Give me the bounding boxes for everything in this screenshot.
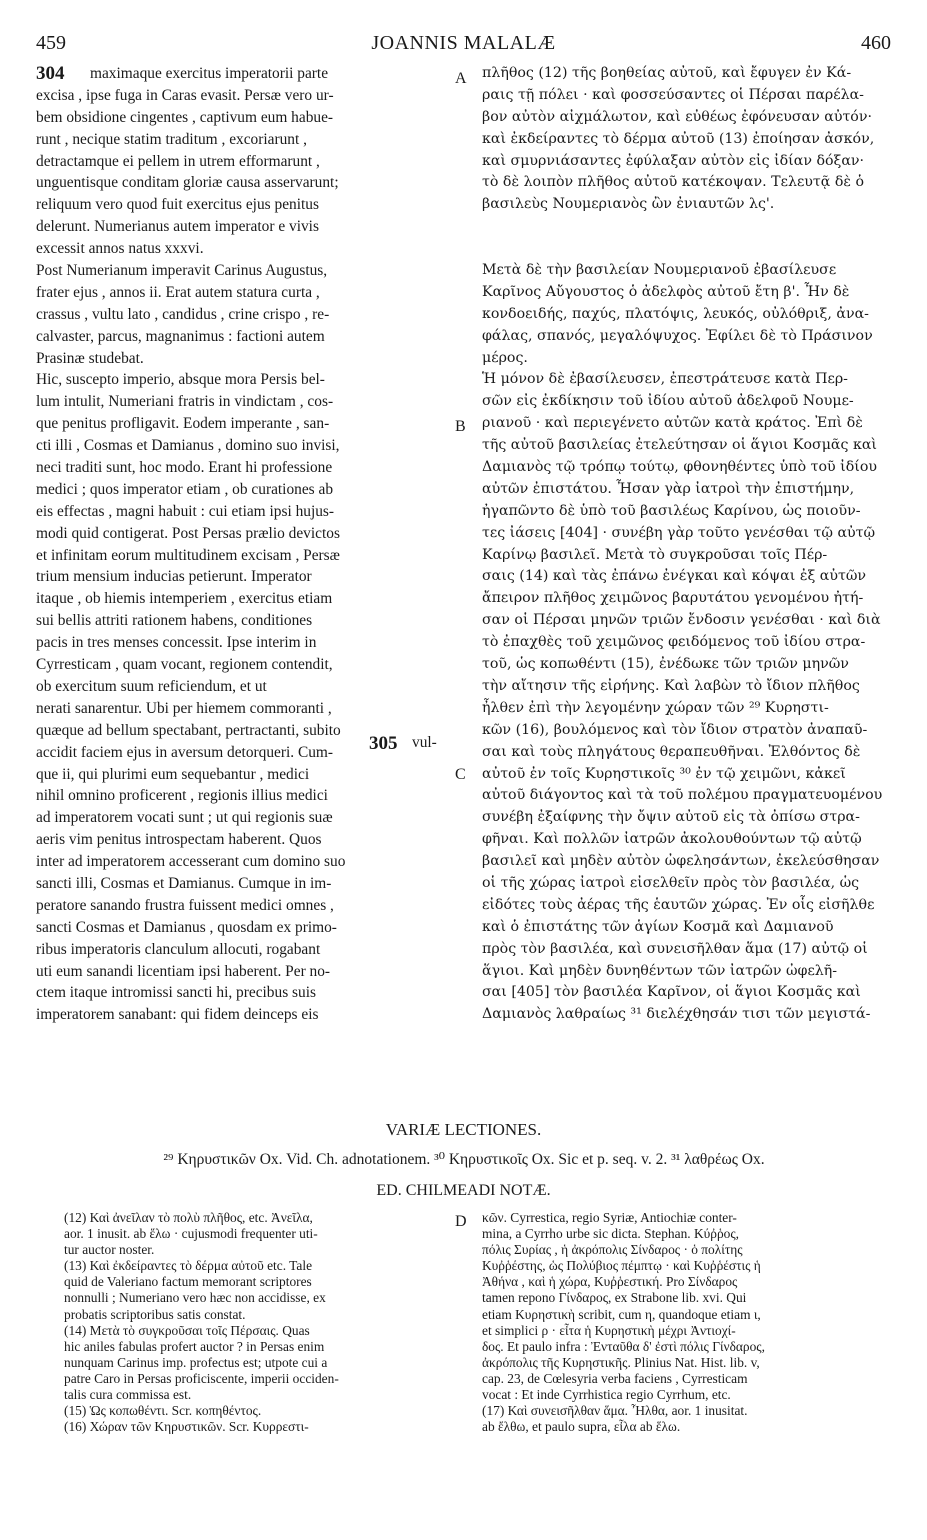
note-line: κῶν. Cyrrestica, regio Syriæ, Antiochiæ conter- [482,1210,737,1225]
latin-column [36,63,456,1026]
latin-text-line: nihil omnino proficerent , regionis illius medici [36,787,328,805]
latin-text-line: excisa , ipse fuga in Caras evasit. Persæ vero ur- [36,86,334,104]
latin-text-line: Prasinæ studebat. [36,349,144,367]
note-line: (14) Μετὰ τὸ συγκροῦσαι τοῖς Πέρσαις. Quas [64,1322,310,1338]
latin-text-line: que penitus profligavit. Eodem imperante , san- [36,415,330,433]
note-line: vocat : Et inde Cyrrhistica regio Cyrrhum, etc. [482,1387,731,1403]
greek-text-line: Ἡ μόνον δὲ ἐβασίλευσεν, ἐπεστράτευσε κατὰ Περ- [482,371,848,388]
latin-text-line: ad imperatorem vocati sunt ; ut qui regionis suæ [36,809,333,827]
variae-heading: VARIÆ LECTIONES. [385,1120,542,1139]
latin-text-line: inter ad imperatorem accesserant cum domino suo [36,853,346,871]
note-line: tur auctor noster. [64,1242,155,1258]
latin-text-line: itaque , ob hiemis intemperiem , exercitus etiam [36,590,333,608]
greek-text-line: σαι καὶ τοὺς πληγάτους θεραπευθῆναι. Ἐλθόντος δὲ [482,743,861,760]
note-line: Ἀθήνα , καὶ ἡ χώρα, Κυῤῥεστική. Pro Σίνδαρος [482,1274,738,1290]
latin-text-line: ob exercitum suum reficiendum, et ut [36,677,267,695]
greek-text-line: Μετὰ δὲ τὴν βασιλείαν Νουμεριανοῦ ἐβασίλευσε [482,262,837,279]
section-marker-a: A [455,70,467,87]
greek-column [482,63,892,1026]
greek-text-line: σαις (14) καὶ τὰς ἐπάνω ἐνέγκαι καὶ κόψαι ἐξ αὐτῶν [482,568,867,585]
greek-text-line: καὶ ἐκδείραντες τὸ δέρμα αὐτοῦ (13) ἐποίησαν ἀσκόν, [482,130,875,147]
greek-text-line: ἠγαπῶντο δὲ ὑπὸ τοῦ βασιλέως Καρίνου, ὡς ποιοῦν- [482,502,861,519]
section-marker-d: D [455,1213,467,1230]
latin-text-line: delerunt. Numerianus autem imperator e vivis [36,218,319,236]
note-line: (13) Καὶ ἐκδείραντες τὸ δέρμα αὐτοῦ etc. Tale [64,1258,313,1274]
greek-text-line: συνέβη ἐξαίφνης τὴν ὄψιν αὐτοῦ εἰς τὰ ὀπίσω στρα- [482,809,860,826]
section-marker-b: B [455,418,466,435]
greek-text-line [482,238,892,260]
greek-text-line: τῆς αὐτοῦ βασιλείας ἐτελεύτησαν οἱ ἅγιοι Κοσμᾶς καὶ [482,437,877,454]
note-line: talis cura commissa est. [64,1387,192,1403]
latin-text-line: et infinitam eorum multitudinem excisam , Persæ [36,546,340,564]
note-line: (17) Καὶ συνεισῆλθαν ἅμα. Ἦλθα, aor. 1 inusitat. [482,1403,748,1419]
greek-text-line: ἄπειρον πλῆθος χειμῶνος βαρυτάτου γενομένου ἠτή- [482,590,864,607]
greek-text-line: βον αὐτὸν αἰχμάλωτον, καὶ εὐθέως ἐφόνευσαν αὐτόν· [482,108,872,125]
note-line: etiam Κυρηστικὴ scribit, cum η, quandoque etiam ι, [482,1306,761,1322]
greek-text-line: βασιλεὺς Νουμεριανὸς ὢν ἐνιαυτῶν λς'. [482,196,775,213]
greek-text-line: αὐτῶν ἐπιστάτου. Ἦσαν γὰρ ἰατροὶ τὴν ἐπιστήμην, [482,480,855,497]
greek-text-line: κῶν (16), βουλόμενος καὶ τὸν ἴδιον στρατὸν ἀναπαῦ- [482,721,868,738]
latin-text-line: detractamque ei pellem in utrem efformarunt , [36,152,320,170]
latin-text-line: Hic, suscepto imperio, absque mora Persis bel- [36,371,325,389]
note-line: patre Caro in Persas proficiscente, imperii occiden- [64,1370,339,1386]
latin-text-line: nerati sanarentur. Ubi per hiemem commoranti , [36,699,332,717]
greek-text-line: Καρίνῳ βασιλεῖ. Μετὰ τὸ συγκροῦσαι τοῖς Πέρ- [482,546,828,563]
note-line: probatis scriptoribus satis constat. [64,1306,246,1322]
latin-text-line: uti eum sanandi licentiam ipsi haberent. Per no- [36,962,331,980]
greek-text-line: σῶν εἰς ἐκδίκησιν τοῦ ἰδίου αὐτοῦ ἀδελφοῦ Νουμε- [482,393,854,410]
note-line: mina, a Cyrrho urbe sic dicta. Stephan. Κύῤῥος, [482,1226,739,1242]
greek-text-line: καὶ ὁ ἐπιστάτης τῶν ἁγίων Κοσμᾶ καὶ Δαμιανοῦ [482,918,834,935]
latin-text-line: neci traditi sunt, hoc modo. Erant hi professione [36,459,333,477]
greek-text-line: καὶ σμυρνιάσαντες ἐφύλαξαν αὐτὸν εἰς ἰδίαν δόξαν· [482,152,865,169]
note-line: (16) Χώραν τῶν Κηρυστικῶν. Scr. Κυρρεστι- [64,1419,309,1435]
note-line: nonnulli ; Numeriano vero hæc non accidisse, ex [64,1290,326,1306]
latin-text-line: calvaster, parcus, magnanimus : factioni autem [36,327,325,345]
latin-text-line: sancti Cosmas et Damianus , quosdam ex primo- [36,918,337,936]
latin-text-line: pacis in tres menses concessit. Ipse interim in [36,634,317,652]
latin-text-line: Post Numerianum imperavit Carinus Augustus, [36,262,328,280]
greek-text-line: πρὸς τὸν βασιλέα, καὶ συνεισῆλθαν ἅμα (17) αὐτῷ οἱ [482,940,868,957]
latin-text-line: sui bellis attriti rationem habens, conditiones [36,612,313,630]
note-line: ἀκρόπολις τῆς Κυρηστικῆς. Plinius Nat. Hist. lib. v, [482,1354,760,1370]
latin-text-line: frater ejus , annos ii. Erat autem statura curta , [36,283,320,301]
latin-text-line: crassus , vultu lato , candidus , crine crispo , re- [36,305,330,323]
latin-text-line: quæque ad bellum spectabant, pertractanti, subito [36,721,341,739]
greek-text-line: ριανοῦ · καὶ περιεγένετο αὐτῶν κατὰ κράτος. Ἐπὶ δὲ [482,415,863,432]
note-line: hic aniles fabulas profert auctor ? in Persas enim [64,1338,325,1354]
latin-text-line: unguentisque conditam gloriæ causa asservarunt; [36,174,339,192]
latin-text-line: bem obsidione cingentes , captivum eum habue- [36,108,334,126]
latin-text-line: modi quid contigerat. Post Persas prælio devictos [36,524,340,542]
latin-text-line: runt , necique statim traditum , excoriarunt , [36,130,307,148]
greek-text-line: μέρος. [482,349,528,366]
greek-text-line: αὐτοῦ ἐν τοῖς Κυρηστικοῖς ³⁰ ἐν τῷ χειμῶνι, κἀκεῖ [482,765,846,782]
greek-text-line: ἦλθεν ἐπὶ τὴν λεγομένην χώραν τῶν ²⁹ Κυρηστι- [482,699,829,716]
note-line: tamen repono Γίνδαρος, ex Strabone lib. xvi. Qui [482,1290,747,1306]
greek-text-line: ἅγιοι. Καὶ μηδὲν δυνηθέντων τῶν ἰατρῶν ὠφελῆ- [482,962,838,979]
greek-text-line: βασιλεῖ καὶ μηδὲν αὐτὸν ὠφελησάντων, ἐκελεύσθησαν [482,853,880,870]
note-line: quid de Valeriano factum memorant scriptores [64,1274,312,1290]
page-ref-305: 305 [369,733,398,754]
latin-text-line: ribus imperatoris clanculum allocuti, rogabant [36,940,321,958]
greek-text-line: αὐτοῦ διάγοντος καὶ τὰ τοῦ πολέμου πραγματευομένου [482,787,883,804]
greek-text-line: φῆναι. Καὶ πολλῶν ἰατρῶν ἀκολουθούντων τῷ αὐτῷ [482,831,862,848]
greek-text-line: ραις τῇ πόλει · καὶ φοσσεύσαντες οἱ Πέρσαι παρέλα- [482,86,864,103]
latin-text-line: aeris vim penitus introspectam haberent. Quos [36,831,322,849]
greek-text-line: πλῆθος (12) τῆς βοηθείας αὐτοῦ, καὶ ἔφυγεν ἐν Κά- [482,65,852,81]
greek-text-line: τες ἰάσεις [404] · συνέβη γὰρ τοῦτο γενέσθαι τῷ αὐτῷ [482,524,876,541]
note-line: cap. 23, de Cœlesyria verba faciens , Cyrresticam [482,1370,748,1386]
notes-heading: ED. CHILMEADI NOTÆ. [376,1182,551,1199]
latin-text-line: lum intulit, Numeriani fratris in vindictam , cos- [36,393,334,411]
latin-text-line: Cyrresticam , quam vocant, regionem contendit, [36,656,333,674]
note-line: (12) Καὶ ἀνεῖλαν τὸ πολὺ πλῆθος, etc. Ἀνεῖλα, [64,1210,313,1225]
running-header [36,32,891,58]
greek-text-line: τοῦ, ὡς κοπωθέντι (15), ἐνέδωκε τῶν τριῶν μηνῶν [482,656,849,673]
latin-text-line: sancti illi, Cosmas et Damianus. Cumque in im- [36,874,332,892]
greek-text-line: τὴν αἴτησιν τῆς εἰρήνης. Καὶ λαβὼν τὸ ἴδιον πλῆθος [482,677,860,694]
latin-text-line: eis effectas , magni habuit : cui etiam ipsi hujus- [36,502,335,520]
greek-text-line: τὸ δὲ λοιπὸν πλῆθος αὐτοῦ κατέκοψαν. Τελευτᾷ δὲ ὁ [482,174,865,191]
note-line: nunquam Carinus imp. profectus est; utpote cui a [64,1354,328,1370]
latin-text-line: ctem itaque intromissi sancti hi, precibus suis [36,984,316,1002]
note-line: ab ἔλθω, et paulo supra, εἶλα ab ἕλω. [482,1419,681,1435]
page-number-left: 459 [36,32,66,54]
latin-text-line: imperatorem sanabant: qui fidem deinceps eis [36,1006,319,1024]
note-line: πόλις Συρίας , ἡ ἀκρόπολις Σίνδαρος · ὁ πολίτης [482,1242,743,1258]
latin-text-line: accidit faciem ejus in aversum detorqueri. Cum- [36,743,334,761]
latin-text-line: reliquum vero quod fuit exercitus ejus penitus [36,196,319,214]
page-number-right: 460 [861,32,891,54]
note-line: (15) Ὡς κοπωθέντι. Scr. κοπηθέντος. [64,1403,262,1419]
greek-text-line: σαι [405] τὸν βασιλέα Καρῖνον, οἱ ἅγιοι Κοσμᾶς καὶ [482,984,861,1001]
note-line: aor. 1 inusit. ab ἕλω · cujusmodi frequenter uti- [64,1226,318,1242]
latin-text-line: que ii, qui plurimi eum sequebantur , medici [36,765,310,783]
latin-text-line: trium mensium inducias petierunt. Imperator [36,568,312,586]
greek-text-line [482,216,892,238]
latin-tail: vul- [412,734,437,751]
note-line: et simplici ρ · εἶτα ἡ Κυρηστικὴ μέχρι Ἀντιοχί- [482,1322,736,1338]
greek-text-line: Δαμιανὸς λαθραίως ³¹ διελέχθησάν τισι τῶν μεγιστά- [482,1006,871,1023]
greek-text-line: εἰδότες τοὺς ἀέρας τῆς ἑαυτῶν χώρας. Ἐν οἷς εἰσῆλθε [482,896,875,913]
latin-text-line: excessit annos natus xxxvi. [36,240,204,258]
notes-left-column [64,1210,456,1435]
notes-right-column [482,1210,892,1435]
latin-text-line: maximaque exercitus imperatorii parte [90,65,329,82]
greek-text-line: οἱ τῆς χώρας ἰατροὶ εἰσελθεῖν πρὸς τὸν βασιλέα, ὡς [482,874,860,891]
page-ref-304: 304 [36,63,65,84]
note-line: Κυῤῥέστης, ὡς Πολύβιος πέμπτῳ · καὶ Κυῤῥέστις ἡ [482,1258,761,1274]
running-title: JOANNIS MALALÆ [371,32,556,54]
latin-text-line: peratore sanando frustra fuissent medici omnes , [36,896,334,914]
greek-text-line: κονδοειδής, παχύς, πλατόψις, λευκός, οὐλόθριξ, ἀνα- [482,305,869,322]
latin-text-line: medici ; quos imperator etiam , ob curationes ab [36,480,334,498]
greek-text-line: τὸ ἐπαχθὲς τοῦ χειμῶνος φειδόμενος τοῦ ἰδίου στρα- [482,634,866,651]
greek-text-line: σαν οἱ Πέρσαι μηνῶν τριῶν ἔνδοσιν γενέσθαι · καὶ διὰ [482,612,881,629]
latin-text-line: cti illi , Cosmas et Damianus , domino suo invisi, [36,437,340,455]
greek-text-line: Δαμιανὸς τῷ τρόπῳ τούτῳ, φθονηθέντες ὑπὸ τοῦ ἰδίου [482,459,877,476]
note-line: δος. Et paulo infra : Ἐνταῦθα δ' ἐστὶ πόλις Γίνδαρος, [482,1338,765,1354]
section-marker-c: C [455,766,466,783]
greek-text-line: Καρῖνος Αὔγουστος ὁ ἀδελφὸς αὐτοῦ ἔτη β'. Ἦν δὲ [482,283,850,300]
variae-line: ²⁹ Κηρυστικῶν Ox. Vid. Ch. adnotationem. ³⁰ Κηρυστικοῖς Ox. Sic et p. seq. v. 2. ³¹ λαθρέως Ox. [163,1151,765,1168]
greek-text-line: φάλας, σπανός, μεγαλόψυχος. Ἐφίλει δὲ τὸ Πράσινον [482,327,873,344]
